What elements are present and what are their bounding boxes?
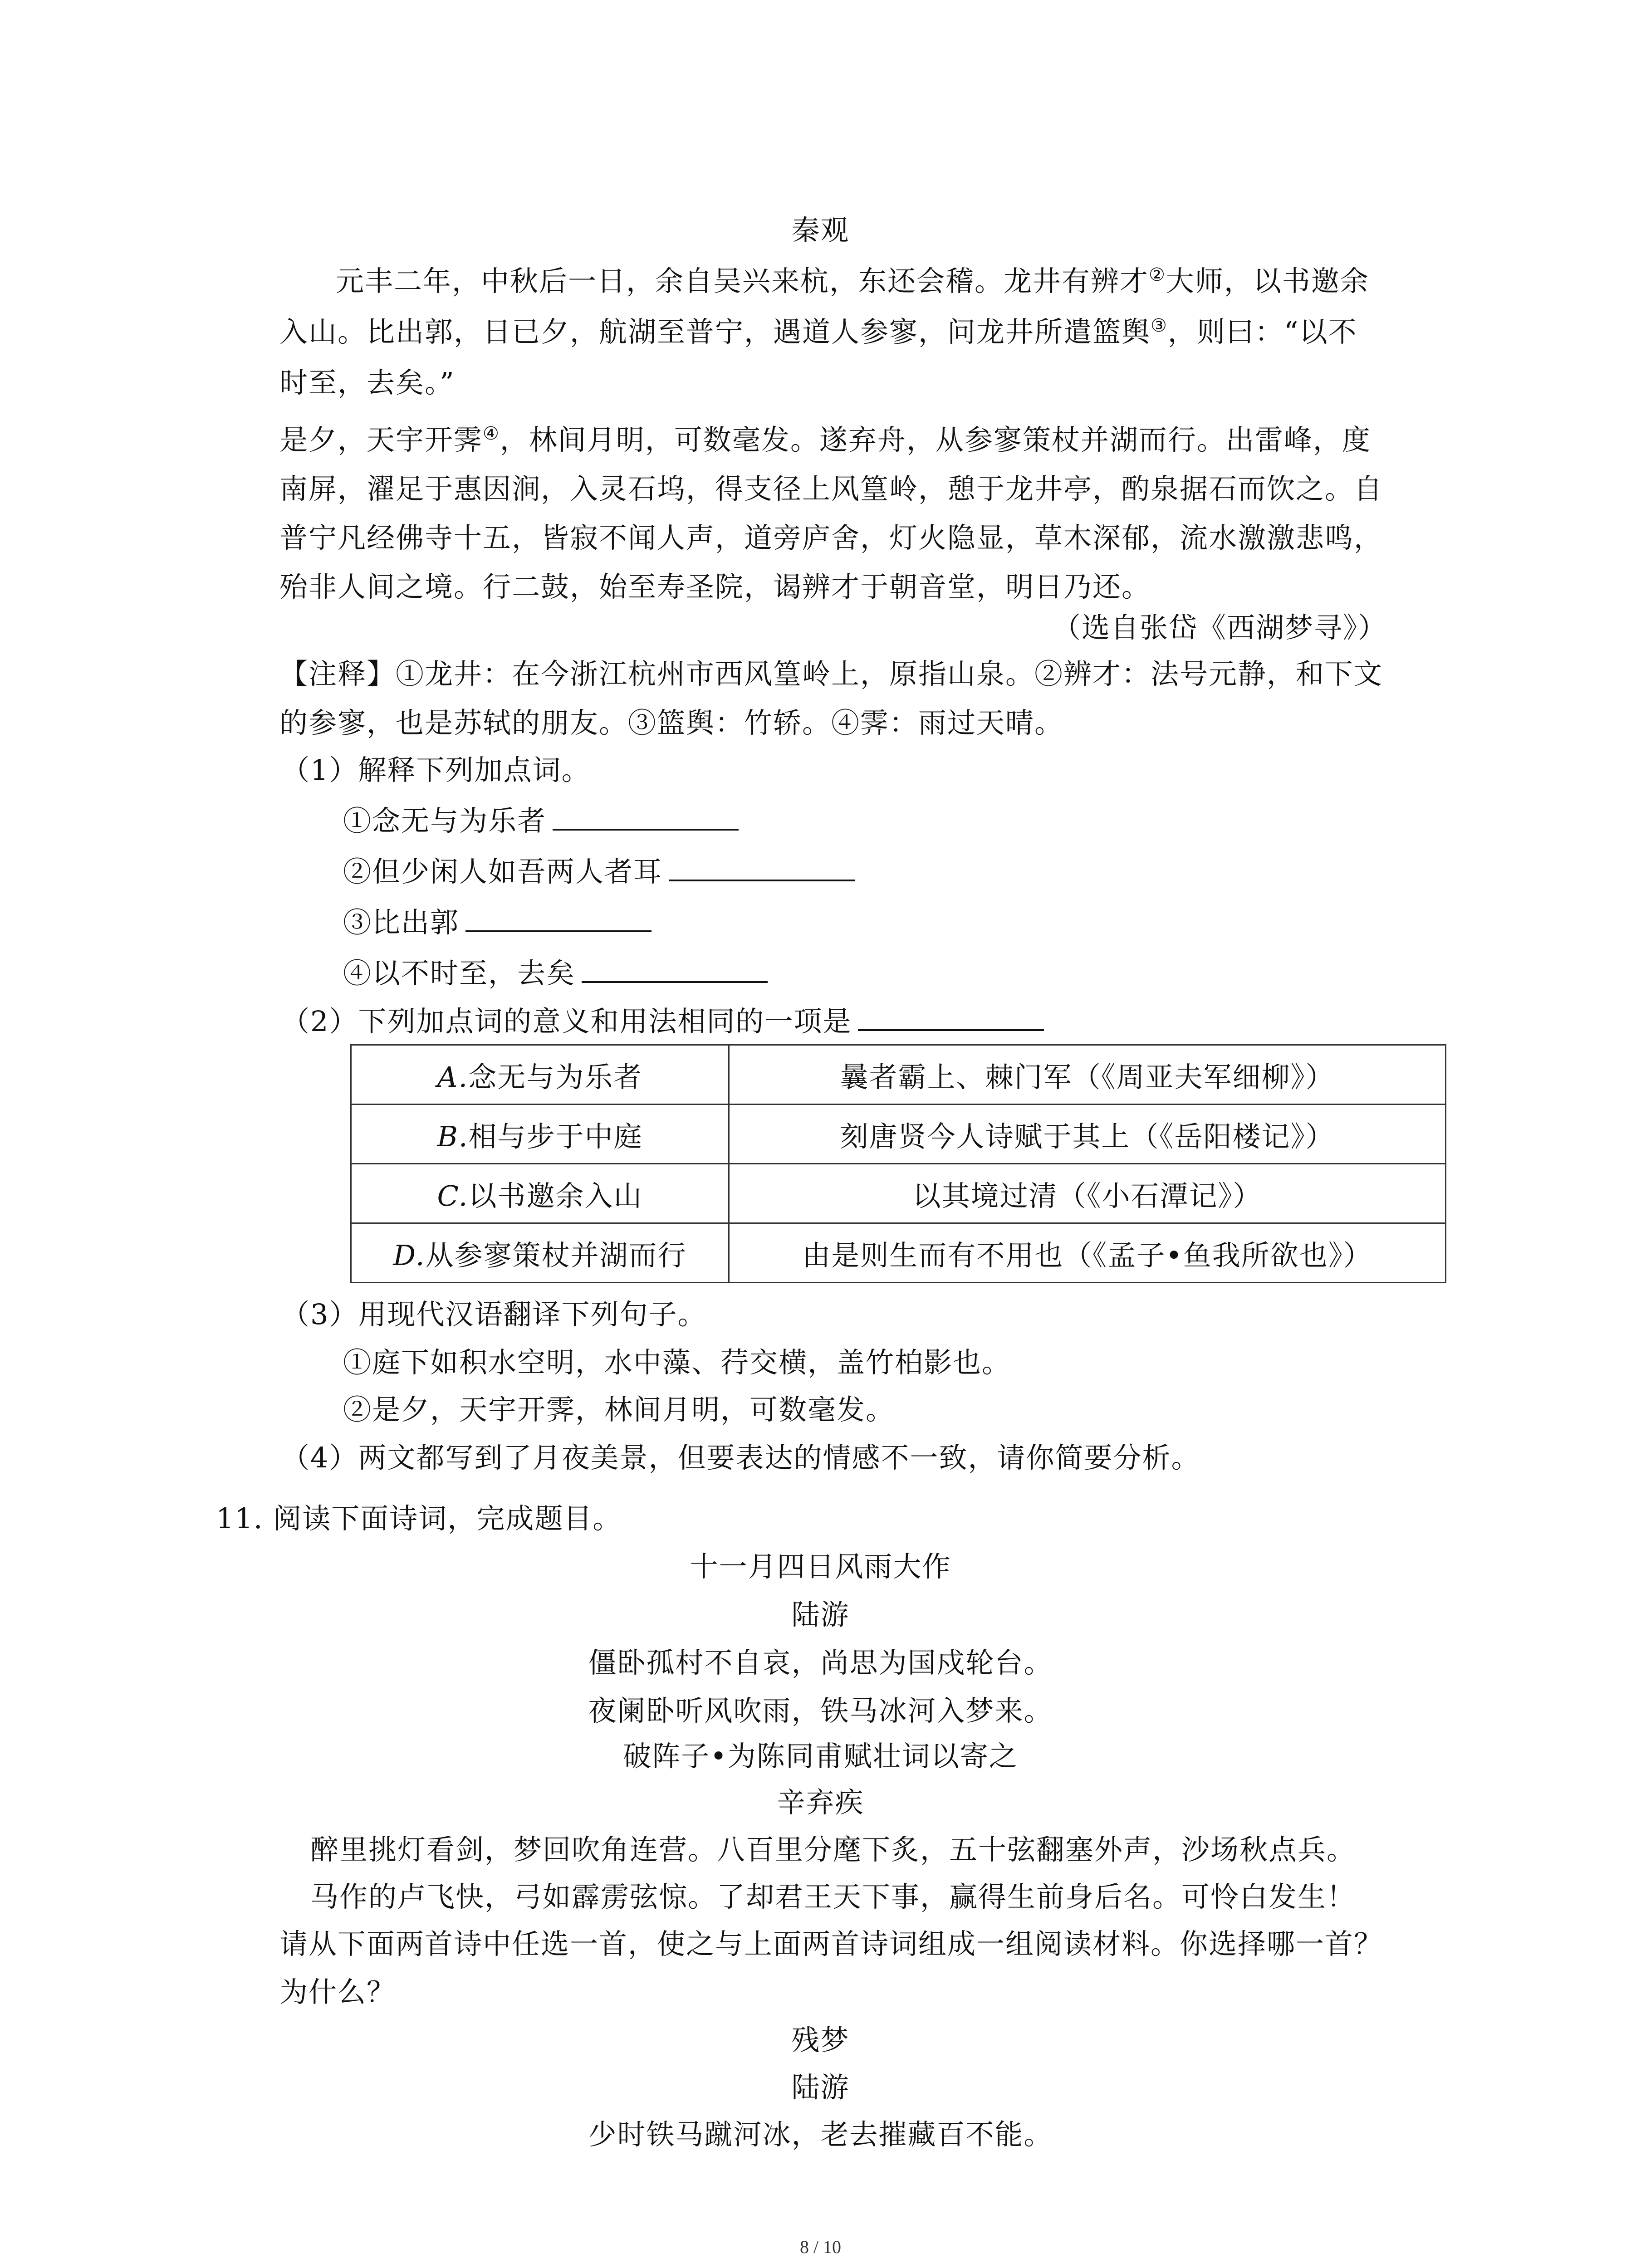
q3-item-2: ②是夕，天宇开霁，林间月明，可数毫发。 bbox=[343, 1393, 895, 1426]
q3-item-1: ①庭下如积水空明，水中藻、荇交横，盖竹柏影也。 bbox=[343, 1346, 1011, 1379]
poem2-title: 破阵子•为陈同甫赋壮词以寄之 bbox=[623, 1740, 1018, 1773]
option-b-right: 刻唐贤今人诗赋于其上（《岳阳楼记》） bbox=[729, 1105, 1446, 1164]
passage-para2-line1: 是夕，天宇开霁④，林间月明，可数毫发。遂弃舟，从参寥策杖并湖而行。出雷峰，度 bbox=[279, 423, 1371, 456]
poem3-author: 陆游 bbox=[791, 2071, 850, 2104]
poem1-author: 陆游 bbox=[791, 1598, 850, 1631]
passage-para1-line2: 入山。比出郭，日已夕，航湖至普宁，遇道人参寥，问龙井所遣篮舆③，则曰：“以不 bbox=[279, 315, 1357, 348]
answer-blank[interactable] bbox=[465, 926, 652, 932]
answer-blank[interactable] bbox=[858, 1025, 1044, 1031]
passage-para2-line4: 殆非人间之境。行二鼓，始至寿圣院，谒辨才于朝音堂，明日乃还。 bbox=[279, 570, 1151, 603]
poem3-title: 残梦 bbox=[791, 2024, 850, 2057]
option-a-right: 曩者霸上、棘门军（《周亚夫军细柳》） bbox=[729, 1045, 1446, 1105]
passage-para2-line3: 普宁凡经佛寺十五，皆寂不闻人声，道旁庐舍，灯火隐显，草木深郁，流水激激悲鸣， bbox=[279, 521, 1383, 554]
q11-intro: 11. 阅读下面诗词，完成题目。 bbox=[216, 1502, 622, 1535]
answer-blank[interactable] bbox=[669, 875, 855, 881]
page-number: 8 / 10 bbox=[799, 2237, 842, 2257]
notes-line1: 【注释】①龙井：在今浙江杭州市西风篁岭上，原指山泉。②辨才：法号元静，和下文 bbox=[279, 657, 1383, 690]
note-ref-4: ④ bbox=[483, 423, 500, 444]
poem1-title: 十一月四日风雨大作 bbox=[690, 1550, 951, 1583]
q1-item-2: ②但少闲人如吾两人者耳 bbox=[343, 853, 855, 891]
table-row bbox=[351, 1223, 1446, 1283]
option-d-right: 由是则生而有不用也（《孟子•鱼我所欲也》） bbox=[729, 1223, 1446, 1283]
q11-prompt-line1: 请从下面两首诗中任选一首，使之与上面两首诗词组成一组阅读材料。你选择哪一首？ bbox=[279, 1927, 1383, 1960]
q3-title: （3）用现代汉语翻译下列句子。 bbox=[281, 1298, 707, 1331]
answer-blank[interactable] bbox=[582, 977, 768, 983]
poem1-line-2: 夜阑卧听风吹雨，铁马冰河入梦来。 bbox=[588, 1694, 1053, 1727]
q1-item-4: ④以不时至，去矣 bbox=[343, 954, 768, 992]
table-row bbox=[351, 1164, 1446, 1223]
table-row bbox=[351, 1045, 1446, 1105]
option-c-left: C.以书邀余入山 bbox=[351, 1164, 729, 1223]
passage-source: （选自张岱《西湖梦寻》） bbox=[1052, 611, 1387, 644]
passage-para1-line1: 元丰二年，中秋后一日，余自吴兴来杭，东还会稽。龙井有辨才②大师，以书邀余 bbox=[336, 264, 1369, 298]
poem3-line-1: 少时铁马蹴河冰，老去摧藏百不能。 bbox=[588, 2118, 1053, 2151]
poem1-line-1: 僵卧孤村不自哀，尚思为国戍轮台。 bbox=[588, 1646, 1053, 1679]
option-d-left: D.从参寥策杖并湖而行 bbox=[351, 1223, 729, 1283]
table-row bbox=[351, 1105, 1446, 1164]
answer-blank[interactable] bbox=[553, 824, 739, 831]
q4-title: （4）两文都写到了月夜美景，但要表达的情感不一致，请你简要分析。 bbox=[281, 1441, 1200, 1474]
option-c-right: 以其境过清（《小石潭记》） bbox=[729, 1164, 1446, 1223]
option-b-left: B.相与步于中庭 bbox=[351, 1105, 729, 1164]
q2-options-table bbox=[350, 1044, 1446, 1283]
poem2-line-1: 醉里挑灯看剑，梦回吹角连营。八百里分麾下炙，五十弦翻塞外声，沙场秋点兵。 bbox=[310, 1833, 1356, 1866]
passage-author: 秦观 bbox=[791, 214, 850, 247]
q11-prompt-line2: 为什么？ bbox=[279, 1975, 396, 2009]
poem2-line-2: 马作的卢飞快，弓如霹雳弦惊。了却君王天下事，赢得生前身后名。可怜白发生！ bbox=[310, 1880, 1356, 1913]
q2-title: （2）下列加点词的意义和用法相同的一项是 bbox=[281, 1002, 1044, 1041]
passage-para2-line2: 南屏，濯足于惠因涧，入灵石坞，得支径上风篁岭，憩于龙井亭，酌泉据石而饮之。自 bbox=[279, 472, 1383, 505]
passage-para1-line3: 时至，去矣。” bbox=[279, 366, 455, 399]
q1-item-3: ③比出郭 bbox=[343, 904, 652, 942]
notes-line2: 的参寥，也是苏轼的朋友。③篮舆：竹轿。④霁：雨过天晴。 bbox=[279, 706, 1064, 739]
q1-item-1: ①念无与为乐者 bbox=[343, 802, 739, 840]
note-ref-2: ② bbox=[1149, 264, 1166, 285]
q1-title: （1）解释下列加点词。 bbox=[281, 753, 591, 787]
option-a-left: A.念无与为乐者 bbox=[351, 1045, 729, 1105]
note-ref-3: ③ bbox=[1151, 315, 1168, 336]
poem2-author: 辛弃疾 bbox=[777, 1786, 864, 1819]
